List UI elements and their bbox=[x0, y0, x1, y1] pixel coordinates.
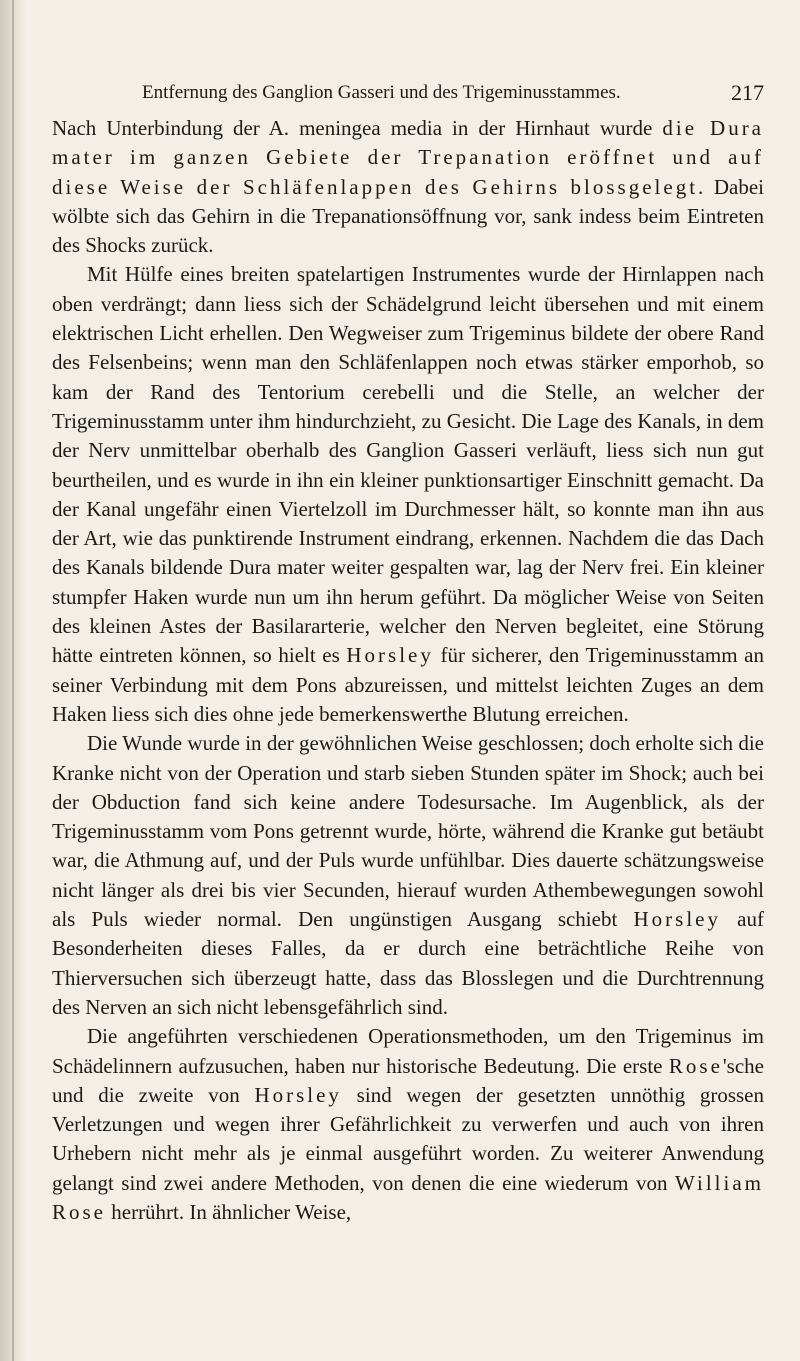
author-name: Rose bbox=[668, 1053, 723, 1078]
text-run: Die angeführten verschiedenen Operationsmethoden, um den Trigeminus im Schädelinnern aufzusuchen, haben nur historische Bedeutung. Die erste bbox=[52, 1024, 764, 1078]
text-run: Dabei wölbte sich das Gehirn in die Trepanationsöffnung vor, sank indess beim Eintreten des Shocks zurück. bbox=[52, 174, 764, 258]
paragraph bbox=[52, 260, 764, 729]
text-run: auf Besonderheiten dieses Falles, da er durch eine beträchtliche Reihe von Thierversuchen sich überzeugt hatte, dass das Blosslegen und die Durchtrennung des Nerven an sich nicht lebensgefährlich sind. bbox=[52, 907, 764, 1019]
author-name: Horsley bbox=[254, 1082, 342, 1107]
paragraph bbox=[52, 729, 764, 1022]
text-run: 'sche und die zweite von bbox=[52, 1053, 764, 1107]
emphasized-text: die Dura mater im ganzen Gebiete der Trepanation eröffnet und auf diese Weise der Schläfenlappen des Gehirns blossgelegt. bbox=[52, 116, 765, 199]
paragraph bbox=[52, 114, 764, 260]
text-run: Die Wunde wurde in der gewöhnlichen Weise geschlossen; doch erholte sich die Kranke nicht von der Operation und starb sieben Stunden später im Shock; auch bei der Obduction fand sich keine andere Todesursache. Im Augenblick, als der Trigeminusstamm vom Pons getrennt wurde, hörte, während die Kranke gut betäubt war, die Athmung auf, und der Puls wurde unfühlbar. Dies dauerte schätzungsweise nicht länger als drei bis vier Secunden, hierauf wurden Athembewegungen sowohl als Puls wieder normal. Den ungünstigen Ausgang schiebt bbox=[52, 731, 764, 932]
running-title: Entfernung des Ganglion Gasseri und des Trigeminusstammes. bbox=[142, 82, 621, 103]
text-run: für sicherer, den Trigeminusstamm an seiner Verbindung mit dem Pons abzureissen, und mittelst leichten Zuges an dem Haken liess sich dies ohne jede bemerkenswerthe Blutung erreichen. bbox=[52, 643, 764, 726]
text-run: Mit Hülfe eines breiten spatelartigen Instrumentes wurde der Hirnlappen nach oben verdrängt; dann liess sich der Schädelgrund leicht übersehen und mit einem elektrischen Licht erhellen. Den Wegweiser zum Trigeminus bildete der obere Rand des Felsenbeins; wenn man den Schläfenlappen noch etwas stärker emporhob, so kam der Rand des Tentorium cerebelli und die Stelle, an welcher der Trigeminusstamm unter ihm hindurchzieht, zu Gesicht. Die Lage des Kanals, in dem der Nerv unmittelbar oberhalb des Ganglion Gasseri verläuft, liess sich nun gut beurtheilen, und es wurde in ihn ein kleiner punktionsartiger Einschnitt gemacht. Da der Kanal ungefähr einen Viertelzoll im Durchmesser hält, so konnte man ihn aus der Art, wie das punktirende Instrument eindrang, erkennen. Nachdem die das Dach des Kanals bildende Dura mater weiter gespalten war, lag der Nerv frei. Ein kleiner stumpfer Haken wurde nun um ihn herum geführt. Da möglicher Weise von Seiten des kleinen Astes der Basilararterie, welcher den Nerven begleitet, eine Störung hätte eintreten können, so hielt es bbox=[52, 262, 764, 668]
running-header bbox=[142, 78, 764, 108]
text-run: sind wegen der gesetzten unnöthig grossen Verletzungen und wegen ihrer Gefährlichkeit zu verwerfen und auch von ihren Urhebern nicht mehr als je einmal ausgeführt worden. Zu weiterer Anwendung gelangt sind zwei andere Methoden, von denen die eine wiederum von bbox=[52, 1082, 764, 1195]
author-name: Horsley bbox=[346, 643, 434, 668]
author-name: Horsley bbox=[633, 907, 721, 932]
text-run: Nach Unterbindung der A. meningea media in der Hirnhaut wurde bbox=[52, 116, 663, 140]
page-number: 217 bbox=[731, 80, 764, 105]
body-text bbox=[52, 114, 764, 1227]
text-run: herrührt. In ähnlicher Weise, bbox=[106, 1199, 352, 1224]
paragraph bbox=[52, 1022, 764, 1227]
author-name: William Rose bbox=[52, 1170, 764, 1224]
binding-edge bbox=[12, 0, 14, 1361]
